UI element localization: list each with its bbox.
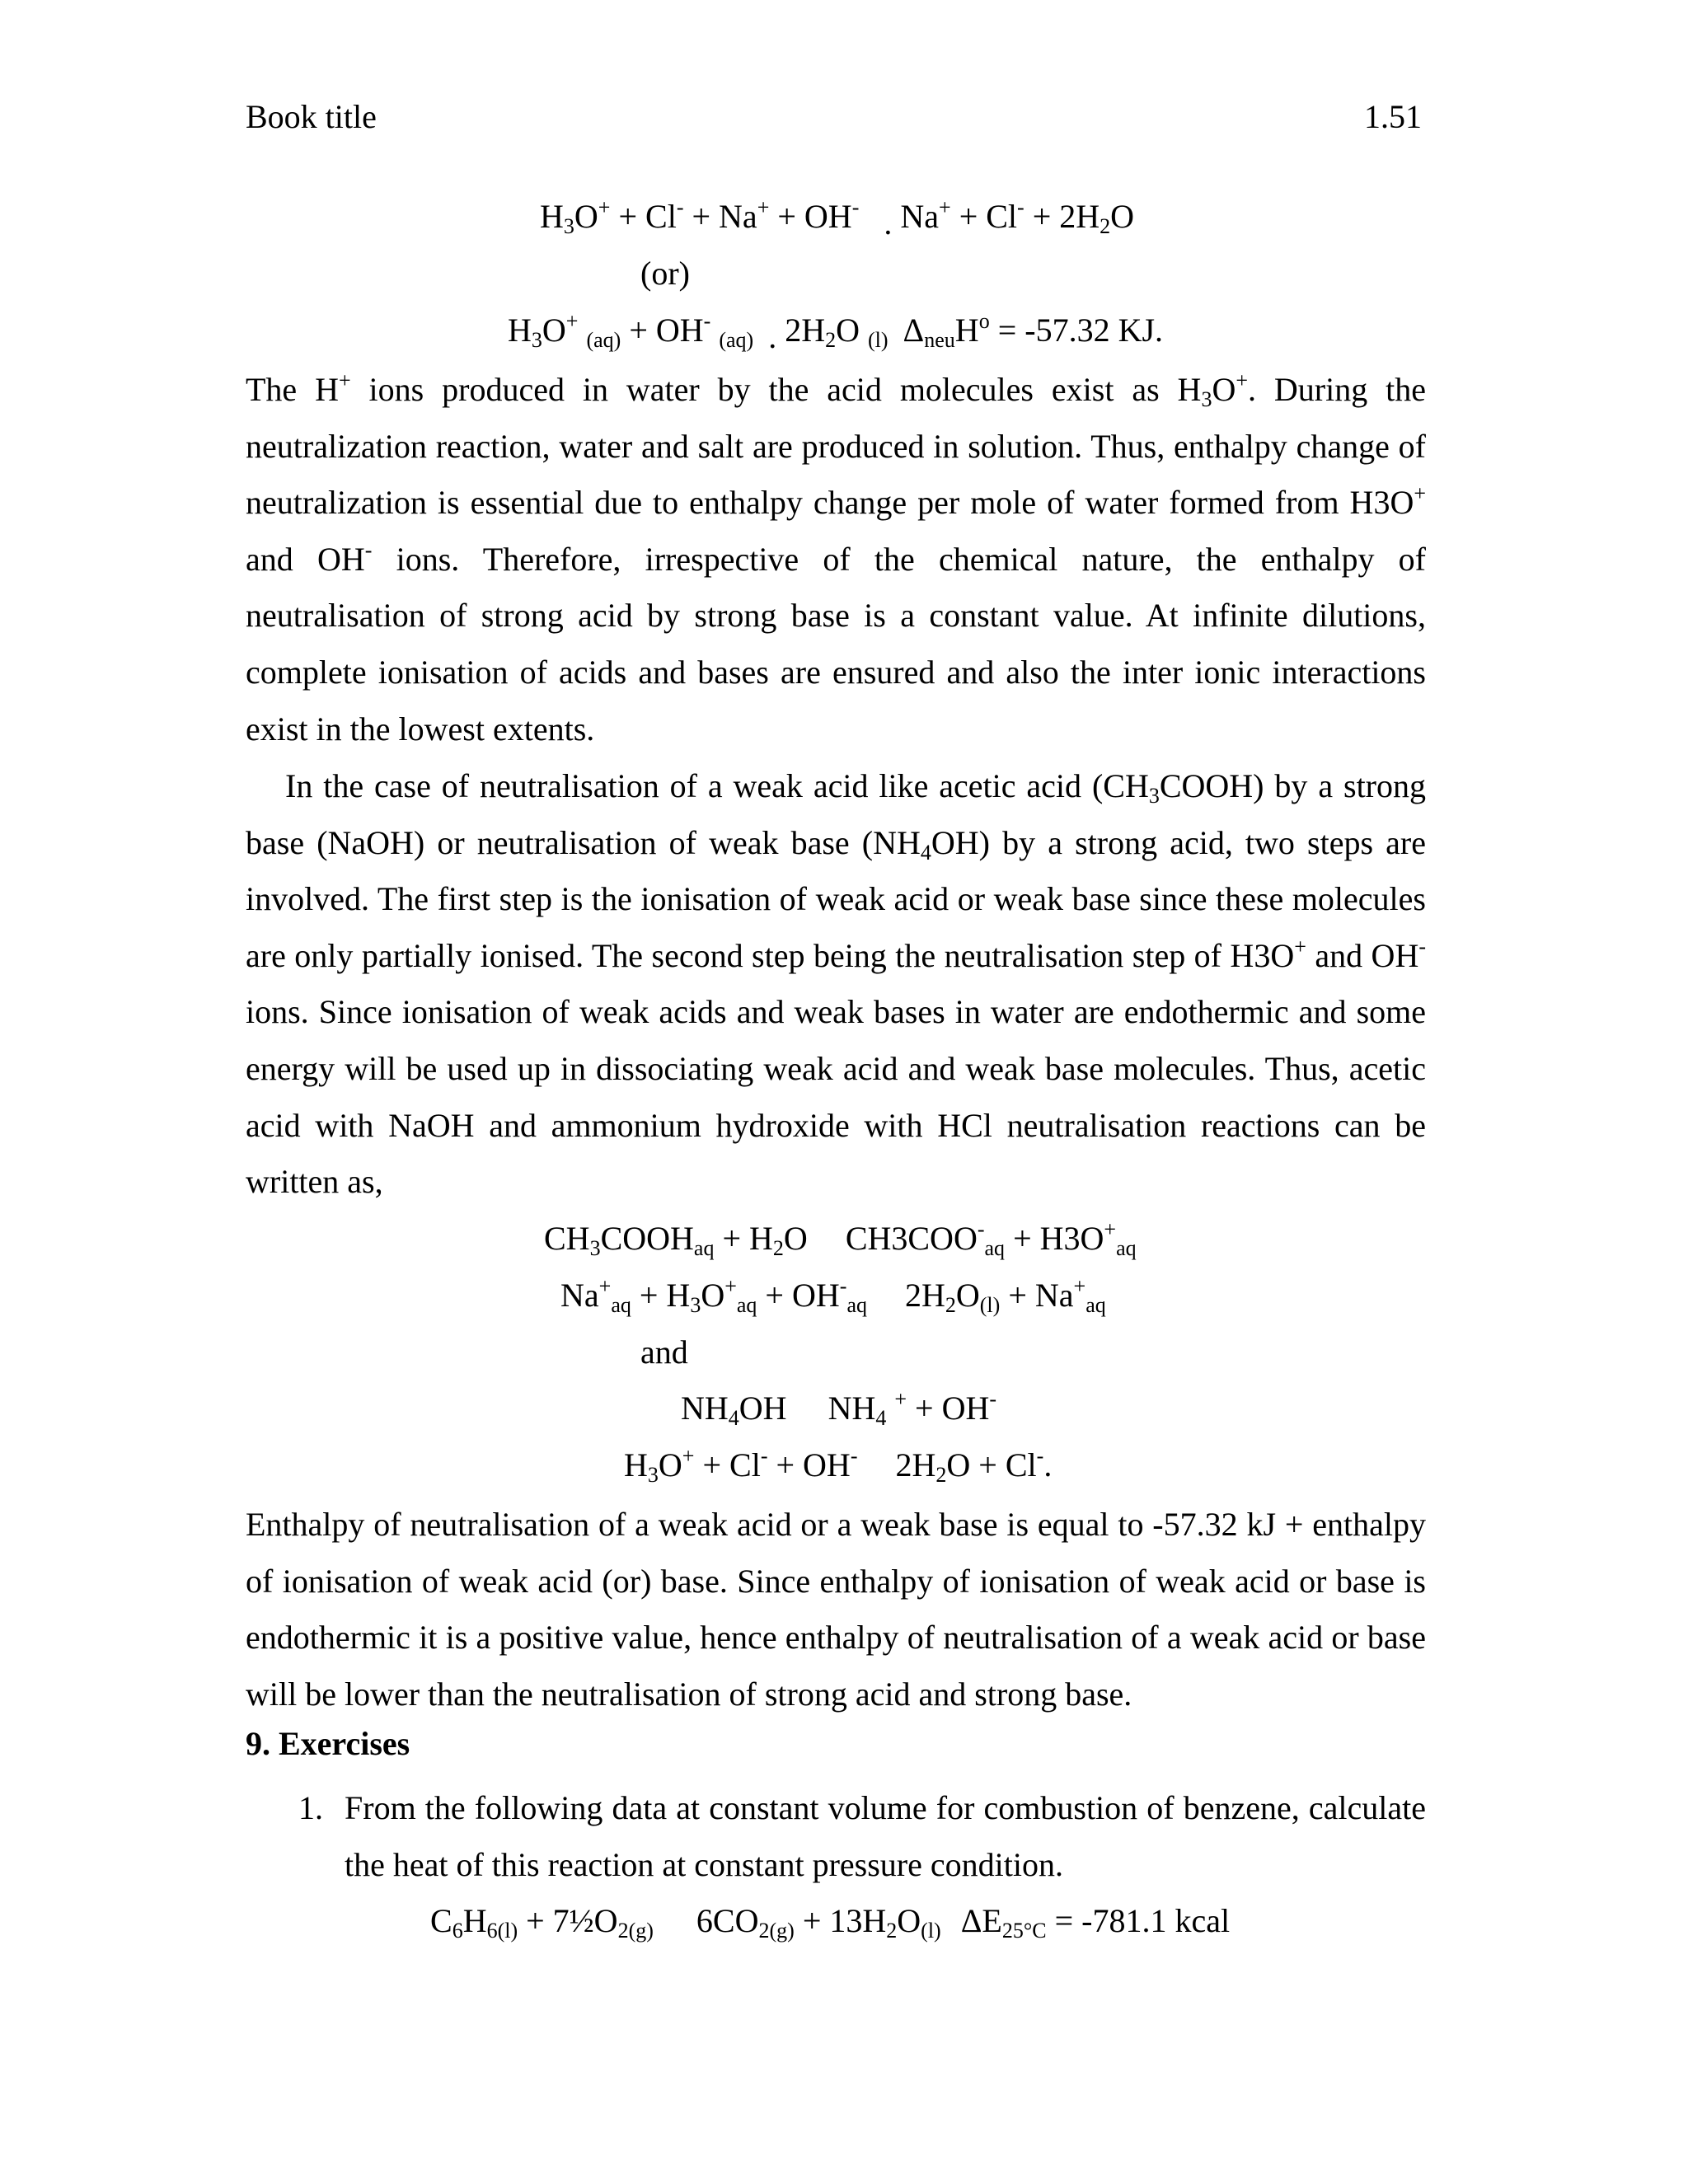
equation-or: (or)	[640, 255, 690, 292]
equation-6: $H_3O^+ + Cl^- + OH^-$ $2H_2O + Cl^-$.	[624, 1444, 1053, 1487]
exercises-heading: 9. Exercises	[246, 1725, 410, 1762]
equation-1: $H_3O^+ + Cl^- + Na^+ + OH^-$ . $Na^+ + Cl^- + 2H_2O$	[540, 195, 1135, 241]
paragraph-strong-acid-neutralisation: The H+ ions produced in water by the acid molecules exist as $H_3O^+$. During the neutralization reaction, water and salt are produced in solution. Thus, enthalpy change of neutralization is essential due to enthalpy change per mole of water formed from H3O+ and OH- ions. Therefore, irrespective of the chemical nature, the enthalpy of neutralisation of strong acid by strong base is a constant value. At infinite dilutions, complete ionisation of acids and bases are ensured and also the inter ionic interactions exist in the lowest extents.	[246, 368, 1427, 748]
equation-and: and	[640, 1333, 688, 1371]
exercise-1-number: 1.	[298, 1789, 323, 1826]
equation-4: $Na^+_{aq} + H_3O^+_{aq} + OH^-_{aq}$ $2H_2O_{(l)} + Na^+_{aq}$	[560, 1274, 1106, 1317]
equation-benzene-combustion: $C_6H_{6(l)}$ + $7\frac{1}{2}O_{2(g)}$ $6CO_{2(g)} + 13H_2O_{(l)}$ $\Delta E_{25^\circ C} = -781.1$ kcal	[430, 1902, 1231, 1943]
paragraph-weak-enthalpy: Enthalpy of neutralisation of a weak acid or a weak base is equal to -57.32 kJ + enthalpy of ionisation of weak acid (or) base. Since enthalpy of ionisation of weak acid or base is endothermic it is a positive value, hence enthalpy of neutralisation of a weak acid or base will be lower than the neutralisation of strong acid and strong base.	[246, 1506, 1426, 1713]
equation-3: $CH_3COOH_{aq} + H_2O$ $CH3COO^-_{aq} + H3O^+_{aq}$	[544, 1217, 1137, 1260]
page-number: 1.51	[1364, 98, 1422, 135]
exercise-1-text: From the following data at constant volume for combustion of benzene, calculate the heat of this reaction at constant pressure condition.	[345, 1789, 1426, 1883]
equation-2: $H_3O^+$ (aq) + OH- (aq) . $2H_2O$ (l) $\Delta_{neu}H^o = -57.32$ KJ.	[508, 309, 1164, 355]
paragraph-weak-acid-neutralisation: In the case of neutralisation of a weak acid like acetic acid $(CH_3COOH)$ by a strong base (NaOH) or neutralisation of weak base $(NH_4OH)$ by a strong acid, two steps are involved. The first step is the ionisation of weak acid or weak base since these molecules are only partially ionised. The second step being the neutralisation step of H3O+ and OH- ions. Since ionisation of weak acids and weak bases in water are endothermic and some energy will be used up in dissociating weak acid and weak base molecules. Thus, acetic acid with NaOH and ammonium hydroxide with HCl neutralisation reactions can be written as,	[246, 767, 1427, 1201]
equation-5: $NH_4OH$ $NH_4$ + + OH-	[681, 1387, 997, 1430]
book-title: Book title	[246, 98, 377, 135]
